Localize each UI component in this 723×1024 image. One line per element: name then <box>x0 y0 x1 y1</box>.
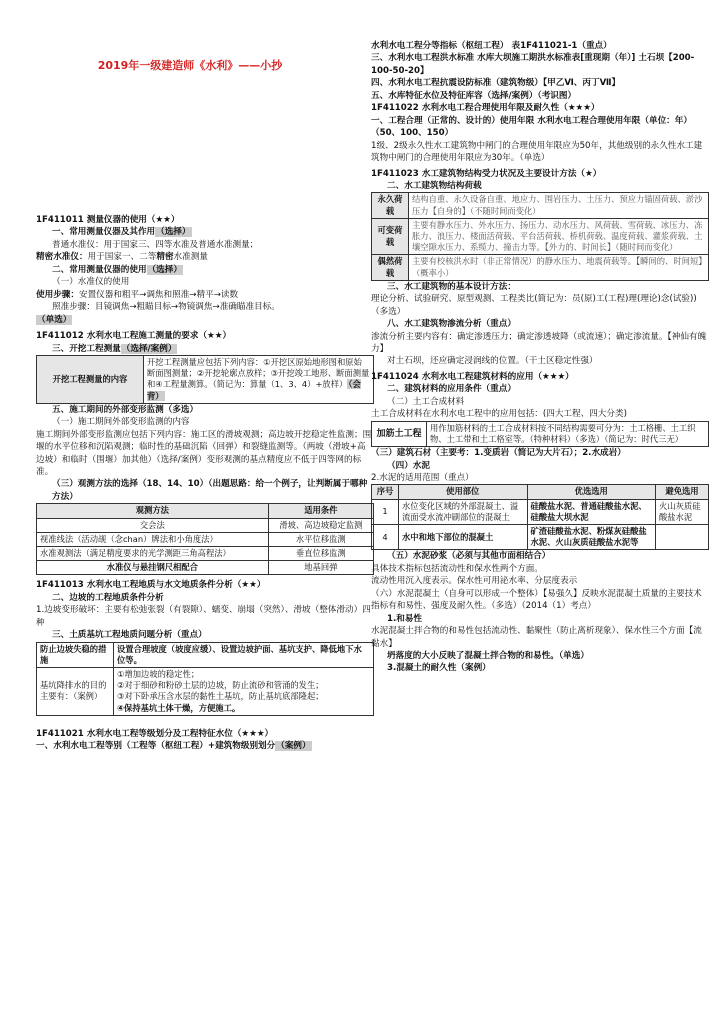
table-cell: 基坑降排水的目的主要有：（案例） <box>37 667 114 715</box>
paragraph: 四、水利水电工程抗震设防标准（建筑物级）【甲乙Ⅵ、丙丁Ⅶ】 <box>371 78 621 89</box>
section-code: 1F411022 水利水电工程合理使用年限及耐久性（★★★） <box>371 103 600 114</box>
section-code: 1F411013 水利水电工程地质与水文地质条件分析（★★） <box>36 580 266 591</box>
paragraph: 具体技术指标包括流动性和保水性两个方面。 <box>371 563 543 574</box>
table-cell: 4 <box>372 525 399 550</box>
slope-table <box>36 642 374 716</box>
term: 精密 <box>156 252 174 263</box>
paragraph: 水利水电工程分等指标（枢纽工程） 表1F411021-1（重点） <box>371 41 612 51</box>
page-title: 2019年一级建造师《水利》——小抄 <box>97 59 283 72</box>
observation-methods-table <box>36 503 374 575</box>
table-header: 优选选用 <box>527 485 656 499</box>
table-cell: 垂直位移监测 <box>268 546 373 560</box>
section-code: 1F411012 水利水电工程施工测量的要求（★★） <box>36 331 232 342</box>
heading: （五）水泥砂浆（必须与其他市面相结合） <box>387 551 551 562</box>
list-item: ②对于细砂和粉砂土层的边坡，防止流砂和管涌的发生； <box>117 680 324 691</box>
table-header: 使用部位 <box>399 485 528 499</box>
table-cell: 用作加筋材料的土工合成材料按不同结构需要可分为：土工格栅、土工织物、土工带和土工格室等。（特种材料）（多选）（简记为：时代三无） <box>427 421 709 446</box>
paragraph: 1.边坡变形破坏：主要有松弛张裂（有裂隙）、蠕变、崩塌（突然）、滑坡（整体滑动）四种 <box>36 605 371 628</box>
section-code: 1F411024 水利水电工程建筑材料的应用（★★★） <box>371 371 574 382</box>
heading: 二、常用测量仪器的使用 <box>52 264 147 275</box>
term: 精密水准仪： <box>36 252 88 263</box>
table-cell: 视准线法（活动觇（念chan）牌法和小角度法） <box>37 532 269 546</box>
table-header: 观测方法 <box>37 504 269 518</box>
paragraph: 三、水利水电工程洪水标准 水库大坝施工期洪水标准表[重现期（年）] 土石坝【200-100-50-20】 <box>371 53 695 76</box>
paragraph: 对土石坝，还应确定浸润线的位置。（干土区稳定性强） <box>387 356 598 367</box>
paragraph: 一、工程合理（正常的、设计的）使用年限 水利水电工程合理使用年限（单位：年）（50、100、150） <box>371 115 692 139</box>
heading: 三、开挖工程测量 <box>52 343 121 354</box>
tag: （选择/案例） <box>121 343 177 354</box>
table-cell: 开挖工程测量应包括下列内容：①开挖区原始地形图和原始断面图测量；②开挖轮廓点放样；③开挖竣工地形、断面测量和④工程量测算。（简记为：算量（1、3、4）+放样） <box>147 356 370 390</box>
paragraph: 2.水泥的适用范围（重点） <box>371 473 474 484</box>
heading: 二、水工建筑物结构荷载 <box>387 180 482 191</box>
paragraph: 渗流分析主要内容有：确定渗透压力；确定渗透坡降（或流速）；确定渗流量。【神仙有魄力】 <box>371 331 707 355</box>
paragraph: 照准步骤：目镜调焦→粗瞄目标→物镜调焦→准确瞄准目标。 <box>52 302 280 313</box>
tag: （选择） <box>156 227 191 238</box>
heading: 五、施工期间的外部变形监测（多选） <box>52 404 199 415</box>
table-cell <box>656 525 709 550</box>
heading: 三、水工建筑物的基本设计方法： <box>387 281 516 292</box>
table-cell: 1 <box>372 499 399 524</box>
table-cell: 交会法 <box>37 518 269 532</box>
table-cell: 水准观测法（满足精度要求的光学测距三角高程法） <box>37 546 269 560</box>
paragraph: 水泥混凝土拌合物的和易性包括流动性、黏聚性（防止离析现象）、保水性三个方面【流黏水】 <box>371 626 702 649</box>
table-cell: 防止边坡失稳的措施 <box>37 642 114 667</box>
text: 水准测量 <box>173 252 208 263</box>
paragraph: 理论分析、试验研究、原型观测、工程类比(简记为：员(原)工(工程)理(理论)念(试验))（多选） <box>371 294 697 317</box>
table-cell: 水平位移监测 <box>268 532 373 546</box>
table-cell: 主要有静水压力、外水压力、扬压力、动水压力、风荷载、雪荷载、冰压力、冻胀力、浪压力、楼面活荷载、平台活荷载、桥机荷载、温度荷载、灌浆荷载、土壤空隙水压力、系缆力、撞击力等。【外力的、时间长】（随时间而变化） <box>409 218 709 255</box>
heading: 二、建筑材料的应用条件（重点） <box>387 384 516 395</box>
heading: 3.混凝土的耐久性（案例） <box>387 663 491 674</box>
heading: 一、常用测量仪器及其作用 <box>52 227 156 238</box>
term: 使用步骤： <box>36 289 79 300</box>
paragraph: 一、水利水电工程等别（工程等（枢纽工程）+建筑物级别划分 <box>36 741 276 752</box>
tag: （选择） <box>147 264 182 275</box>
table-cell: 开挖工程测量的内容 <box>37 355 144 403</box>
tag: （单选） <box>37 314 72 325</box>
paragraph: 1级、2级永久性水工建筑物中闸门的合理使用年限应为50年，其他级别的永久性水工建筑物中闸门的合理使用年限应为30年。（单选） <box>371 140 703 164</box>
section-code: 1F411011 测量仪器的使用（★★） <box>36 215 180 225</box>
list-item: ①增加边坡的稳定性； <box>117 668 200 679</box>
table-cell: 设置合理坡度（坡度应缓）、设置边坡护面、基坑支护、降低地下水位等。 <box>114 642 374 667</box>
table-cell: 结构自重、永久设备自重、地应力、围岩压力、土压力、预应力锚固荷载、淤沙压力【自身的】（不随时间而变化） <box>409 193 709 218</box>
table-cell: 可变荷载 <box>372 218 409 255</box>
tag: （会背） <box>147 379 361 401</box>
paragraph: （三）建筑石材（主要考：1.变质岩（简记为大片石）；2.水成岩） <box>371 448 626 459</box>
heading: 二、边坡的工程地质条件分析 <box>52 592 164 603</box>
heading: （四）水泥 <box>387 460 430 471</box>
table-cell: 硅酸盐水泥、普通硅酸盐水泥、硅酸盐大坝水泥 <box>527 499 656 524</box>
table-cell: 火山灰质硅酸盐水泥 <box>656 499 709 524</box>
table-cell: 矿渣硅酸盐水泥、粉煤灰硅酸盐水泥、火山灰质硅酸盐水泥等 <box>527 525 656 550</box>
paragraph: 流动性用沉入度表示。保水性可用泌水率、分层度表示 <box>371 576 578 587</box>
geosynthetics-table <box>371 421 709 447</box>
list-item: ③对下卧承压含水层的黏性土基坑，防止基坑底部隆起； <box>117 691 324 702</box>
cement-table <box>371 484 709 550</box>
paragraph: （一）施工期间外部变形监测的内容 <box>52 417 190 428</box>
heading: 1.和易性 <box>387 613 423 624</box>
list-item: ④保持基坑土体干燥，方便施工。 <box>117 702 241 713</box>
excavation-table <box>36 355 374 404</box>
table-cell: 永久荷载 <box>372 193 409 218</box>
paragraph: 坍落度的大小反映了混凝土拌合物的和易性。（单选） <box>387 651 589 662</box>
table-cell: 水准仪与悬挂钢尺相配合 <box>37 561 269 575</box>
tag: （案例） <box>276 741 311 752</box>
table-cell: 滑坡、高边坡稳定监测 <box>268 518 373 532</box>
heading: 八、水工建筑物渗流分析（重点） <box>387 319 516 330</box>
paragraph: （一）水准仪的使用 <box>52 277 130 288</box>
heading: 三、土质基坑工程地质问题分析（重点） <box>52 630 207 641</box>
paragraph: 施工期间外部变形监测应包括下列内容：施工区的滑坡观测；高边坡开挖稳定性监测；围堰的水平位移和沉陷观测；临时性的基础沉陷（回弹）和裂缝监测等。（两坡（滑坡+高边坡）和临时（围堰）加其他）（选择/案例）变形观测的基点精度应不低于四等网的标准。 <box>36 429 372 477</box>
table-cell: 水中和地下部位的混凝土 <box>399 525 528 550</box>
paragraph: （三）观测方法的选择（18、14、10）（出题思路：给一个例子，让判断属于哪种方法） <box>52 479 368 502</box>
section-code: 1F411023 水工建筑物结构受力状况及主要设计方法（★） <box>371 168 602 179</box>
table-header: 避免选用 <box>656 485 709 499</box>
loads-table <box>371 192 709 280</box>
table-cell: 水位变化区域的外部混凝土、溢流面受水流冲刷部位的混凝土 <box>399 499 528 524</box>
table-cell: 加筋土工程 <box>372 421 427 446</box>
paragraph: 土工合成材料在水利水电工程中的应用包括：(四大工程、四大分类) <box>371 409 627 420</box>
paragraph: 五、水库特征水位及特征库容（选择/案例）（考识图） <box>371 90 577 101</box>
paragraph: （六）水泥混凝土（自身可以形成一个整体）【易强久】反映水泥混凝土质量的主要技术指标有和易性、强度及耐久性。（多选）（2014（1）考点） <box>371 588 702 612</box>
paragraph: （二）土工合成材料 <box>387 396 465 407</box>
text: 用于国家一、二等 <box>87 252 157 263</box>
table-cell: 偶然荷载 <box>372 255 409 280</box>
section-code: 1F411021 水利水电工程等级划分及工程特征水位（★★★） <box>36 728 274 739</box>
paragraph: 普通水准仪：用于国家三、四等水准及普通水准测量； <box>52 239 259 250</box>
text: 安置仪器和粗平→调焦和照准→精平→读数 <box>78 289 239 300</box>
table-header: 序号 <box>372 485 399 499</box>
table-header: 适用条件 <box>268 504 373 518</box>
table-cell: 主要有校核洪水时（非正常情况）的静水压力、地震荷载等。【瞬间的、时间短】（概率小） <box>409 255 709 280</box>
table-cell: 地基回弹 <box>268 561 373 575</box>
